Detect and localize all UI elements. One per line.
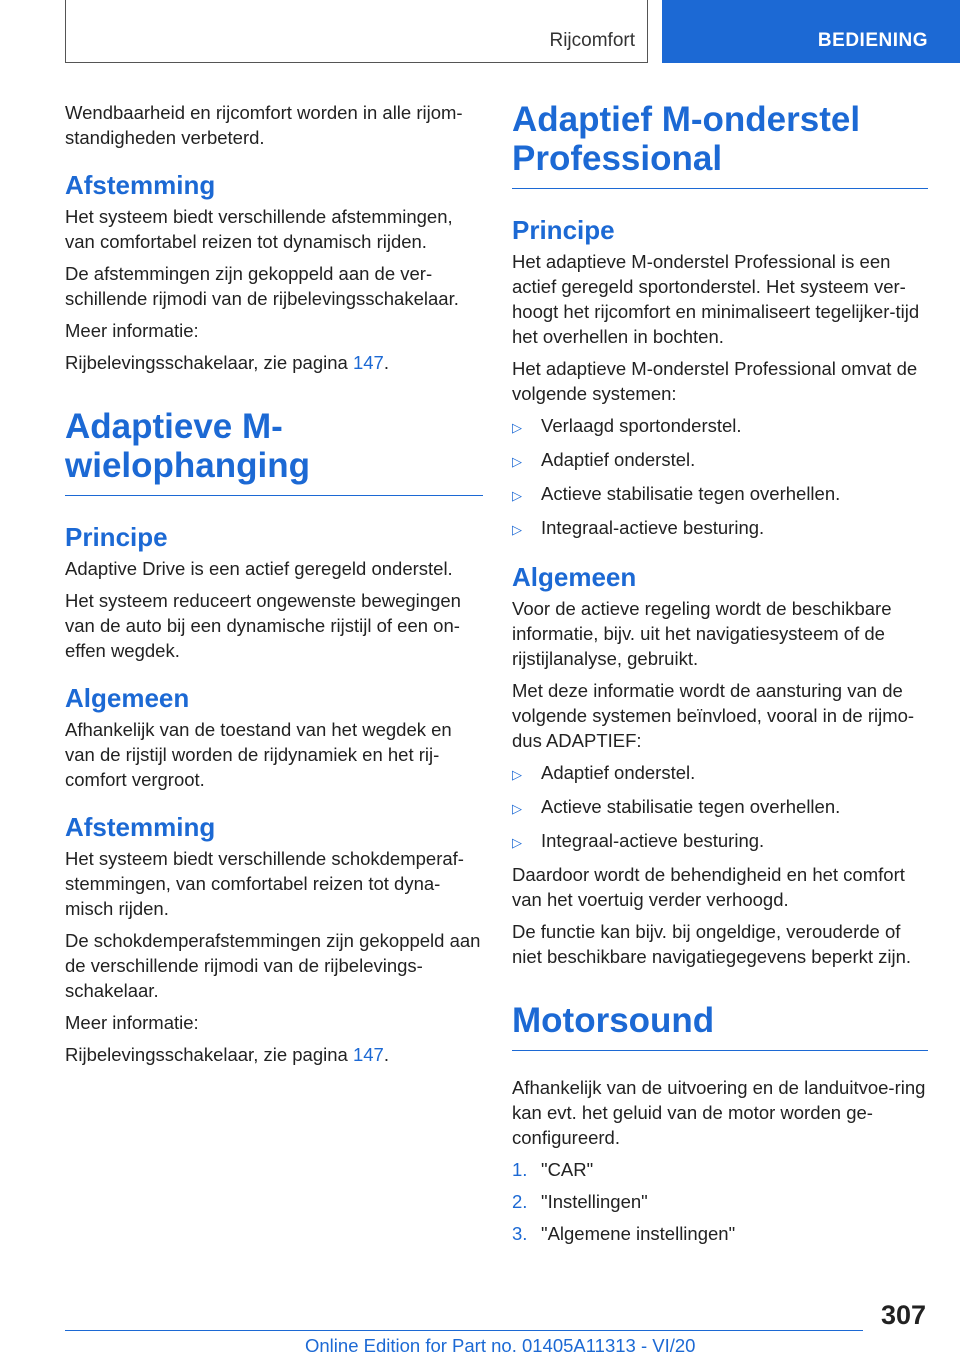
- header-chapter-label: BEDIENING: [817, 30, 928, 51]
- step-item: [512, 1221, 928, 1246]
- triangle-bullet-icon: ▷: [512, 835, 522, 850]
- list-item: [512, 760, 928, 787]
- section-title-adaptieve-m-wielophanging: Adaptieve M-wielophanging: [65, 407, 483, 496]
- paragraph: Het systeem biedt verschillende schokdemperaf-stemmingen, van comfortabel reizen tot dyna-misch rijden.: [65, 848, 464, 919]
- list-item: [512, 413, 928, 440]
- footer-divider: [65, 1330, 863, 1331]
- page-link[interactable]: 147: [352, 352, 384, 373]
- heading-afstemming: Afstemming: [65, 812, 216, 842]
- triangle-bullet-icon: ▷: [512, 522, 522, 537]
- triangle-bullet-icon: ▷: [512, 454, 522, 469]
- page-number: 307: [880, 1300, 926, 1330]
- step-text: "Instellingen": [541, 1191, 648, 1212]
- section-title-adaptief-m-onderstel: Adaptief M-onderstel Professional: [512, 100, 928, 189]
- paragraph: Afhankelijk van de uitvoering en de landuitvoe-ring kan evt. het geluid van de motor worden ge-configureerd.: [512, 1077, 926, 1148]
- step-item: [512, 1189, 928, 1214]
- list-item-text: Integraal-actieve besturing.: [541, 517, 765, 538]
- triangle-bullet-icon: ▷: [512, 767, 522, 782]
- footer-edition-text: Online Edition for Part no. 01405A11313 - VI/20: [305, 1335, 696, 1356]
- right-column: [512, 100, 928, 1253]
- list-item: [512, 447, 928, 474]
- list-item: [512, 828, 928, 855]
- header-chapter-tab: [662, 0, 960, 63]
- paragraph: De afstemmingen zijn gekoppeld aan de ver-schillende rijmodi van de rijbelevingsschakelaar.: [65, 263, 459, 309]
- step-number: 2.: [512, 1191, 528, 1212]
- heading-algemeen: Algemeen: [512, 562, 637, 592]
- triangle-bullet-icon: ▷: [512, 488, 522, 503]
- reference-end: .: [383, 1044, 389, 1065]
- list-item: [512, 794, 928, 821]
- reference-end: .: [383, 352, 389, 373]
- paragraph: Adaptive Drive is een actief geregeld onderstel.: [65, 558, 453, 579]
- header-section-title: Rijcomfort: [549, 30, 635, 51]
- paragraph: Het adaptieve M-onderstel Professional is een actief geregeld sportonderstel. Het systeem ver-hoogt het rijcomfort en minimaliseert tegelijker-tijd het overhellen in bochten.: [512, 251, 920, 347]
- triangle-bullet-icon: ▷: [512, 801, 522, 816]
- list-item: [512, 481, 928, 508]
- left-column: [65, 100, 483, 1074]
- step-item: [512, 1157, 928, 1182]
- paragraph: Het systeem reduceert ongewenste bewegingen van de auto bij een dynamische rijstijl of een on-effen wegdek.: [65, 590, 461, 661]
- list-item-text: Verlaagd sportonderstel.: [541, 415, 742, 436]
- paragraph: Afhankelijk van de toestand van het wegdek en van de rijstijl worden de rijdynamiek en het rij-comfort vergroot.: [65, 719, 452, 790]
- paragraph: Met deze informatie wordt de aansturing van de volgende systemen beïnvloed, vooral in de rijmo-dus ADAPTIEF:: [512, 680, 915, 751]
- paragraph: De schokdemperafstemmingen zijn gekoppeld aan de verschillende rijmodi van de rijbelevings-schakelaar.: [65, 930, 481, 1001]
- bullet-list: [512, 413, 928, 542]
- heading-principe: Principe: [65, 522, 168, 552]
- list-item-text: Actieve stabilisatie tegen overhellen.: [541, 796, 841, 817]
- list-item-text: Actieve stabilisatie tegen overhellen.: [541, 483, 841, 504]
- step-number: 1.: [512, 1159, 528, 1180]
- section-title-motorsound: Motorsound: [512, 1001, 928, 1051]
- step-text: "Algemene instellingen": [541, 1223, 736, 1244]
- paragraph: Meer informatie:: [65, 1012, 199, 1033]
- paragraph: Het adaptieve M-onderstel Professional omvat de volgende systemen:: [512, 358, 918, 404]
- reference-text: Rijbelevingsschakelaar, zie pagina: [65, 1044, 348, 1065]
- list-item-text: Adaptief onderstel.: [541, 449, 696, 470]
- triangle-bullet-icon: ▷: [512, 420, 522, 435]
- reference-text: Rijbelevingsschakelaar, zie pagina: [65, 352, 348, 373]
- paragraph: Voor de actieve regeling wordt de beschikbare informatie, bijv. uit het navigatiesysteem of de rijstijlanalyse, gebruikt.: [512, 598, 892, 669]
- heading-principe: Principe: [512, 215, 615, 245]
- page-reference: [65, 1042, 483, 1067]
- page-link[interactable]: 147: [352, 1044, 384, 1065]
- list-item-text: Adaptief onderstel.: [541, 762, 696, 783]
- intro-paragraph: Wendbaarheid en rijcomfort worden in alle rijom-standigheden verbeterd.: [65, 102, 463, 148]
- list-item-text: Integraal-actieve besturing.: [541, 830, 765, 851]
- numbered-steps: [512, 1157, 928, 1246]
- heading-afstemming: Afstemming: [65, 170, 216, 200]
- step-number: 3.: [512, 1223, 528, 1244]
- heading-algemeen: Algemeen: [65, 683, 190, 713]
- page-reference: [65, 350, 483, 375]
- paragraph: Meer informatie:: [65, 320, 199, 341]
- step-text: "CAR": [541, 1159, 594, 1180]
- paragraph: Daardoor wordt de behendigheid en het comfort van het voertuig verder verhoogd.: [512, 864, 905, 910]
- paragraph: Het systeem biedt verschillende afstemmingen, van comfortabel reizen tot dynamisch rijden.: [65, 206, 453, 252]
- bullet-list: [512, 760, 928, 855]
- paragraph: De functie kan bijv. bij ongeldige, verouderde of niet beschikbare navigatiegegevens beperkt zijn.: [512, 921, 912, 967]
- list-item: [512, 515, 928, 542]
